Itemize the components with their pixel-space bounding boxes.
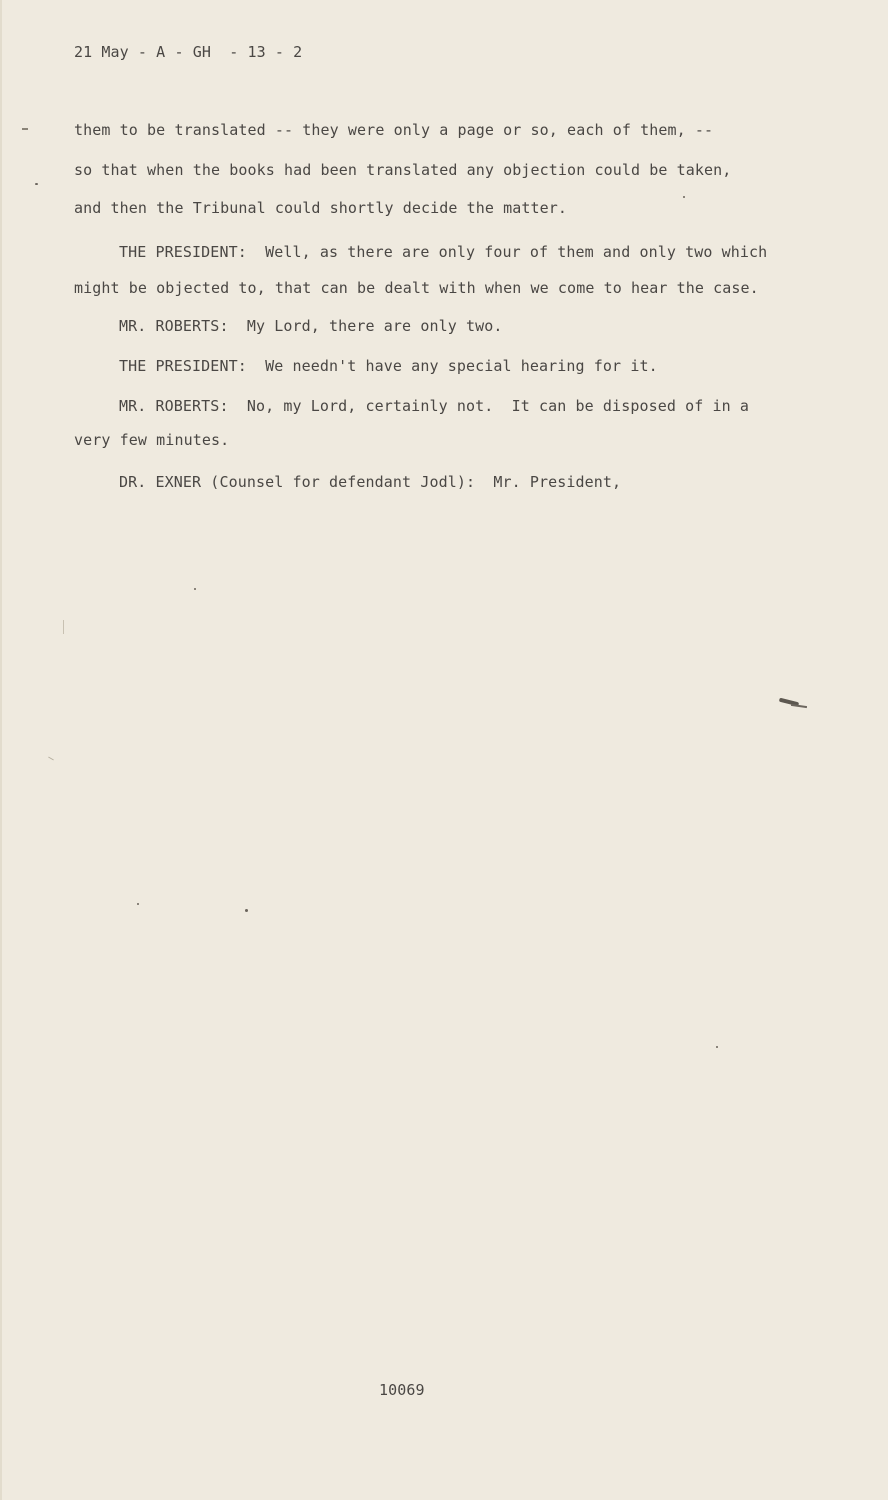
ink-blot bbox=[791, 704, 807, 708]
text-line: so that when the books had been translated any objection could be taken, bbox=[74, 161, 732, 179]
paper-mark bbox=[22, 128, 28, 130]
text-line: very few minutes. bbox=[74, 431, 230, 449]
text-line: MR. ROBERTS: No, my Lord, certainly not. It can be disposed of in a bbox=[119, 397, 750, 415]
text-line: and then the Tribunal could shortly decide the matter. bbox=[74, 199, 568, 217]
page-header: 21 May - A - GH - 13 - 2 bbox=[74, 43, 303, 61]
paper-speck bbox=[245, 909, 248, 912]
paper-speck bbox=[137, 903, 139, 905]
text-line: them to be translated -- they were only a page or so, each of them, -- bbox=[74, 121, 714, 139]
paper-mark bbox=[48, 757, 54, 761]
paper-speck bbox=[194, 588, 196, 590]
page-number: 10069 bbox=[379, 1381, 425, 1399]
text-line: might be objected to, that can be dealt with when we come to hear the case. bbox=[74, 279, 759, 297]
paper-speck bbox=[683, 196, 685, 198]
text-line: MR. ROBERTS: My Lord, there are only two. bbox=[119, 317, 503, 335]
text-line: THE PRESIDENT: Well, as there are only four of them and only two which bbox=[119, 243, 768, 261]
text-line: THE PRESIDENT: We needn't have any special hearing for it. bbox=[119, 357, 658, 375]
paper-speck bbox=[35, 183, 38, 185]
paper-speck bbox=[716, 1046, 718, 1048]
paper-mark bbox=[63, 620, 64, 634]
text-line: DR. EXNER (Counsel for defendant Jodl): Mr. President, bbox=[119, 473, 622, 491]
